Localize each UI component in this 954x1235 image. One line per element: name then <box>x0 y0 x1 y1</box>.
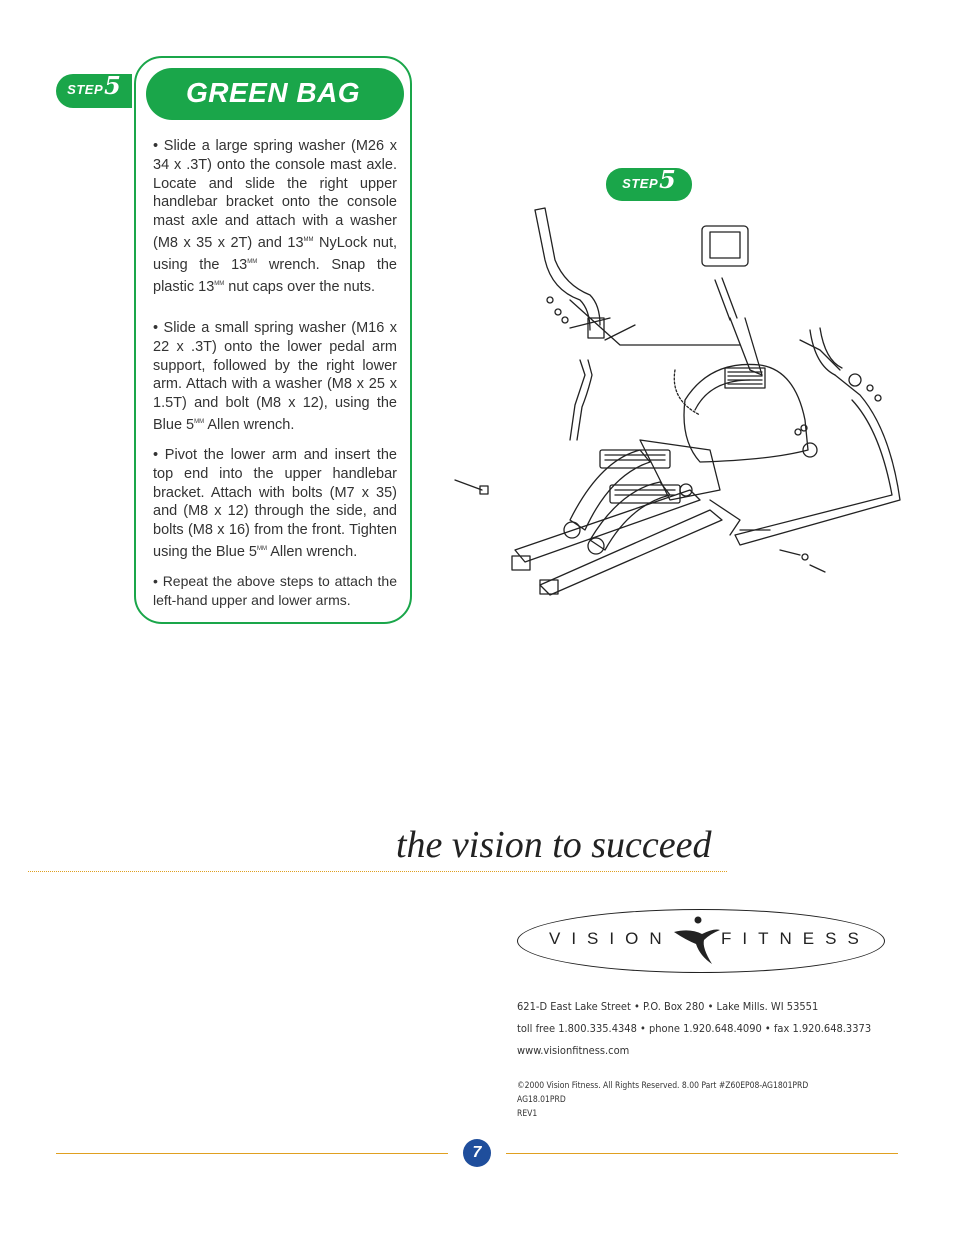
step-word: STEP <box>67 82 104 97</box>
copyright-line-1: ©2000 Vision Fitness. All Rights Reserved. 8.00 Part #Z60EP08-AG1801PRD <box>517 1081 809 1091</box>
copyright-line-2: AG18.01PRD <box>517 1095 566 1105</box>
page-number: 7 <box>463 1139 491 1167</box>
diagram-step-number: 5 <box>659 165 676 194</box>
footer-rule-right <box>506 1153 898 1154</box>
diagram-step-word: STEP <box>622 176 659 191</box>
elliptical-assembly-diagram <box>440 200 910 610</box>
instruction-3: • Pivot the lower arm and insert the top end into the upper handlebar bracket. Attach with bolts (M7 x 35) and (M8 x 12) through the side, and bolts (M8 x 16) from the front. Tighten using the Blue $5^{MM}$ Allen wrench. <box>153 447 397 560</box>
instruction-1: • Slide a large spring washer (M26 x 34 x .3T) onto the console mast axle. Locate and slide the right upper handlebar bracket onto the console mast axle and attach with a washer (M8 x 35 x 2T) and $13^{MM}$ NyLock nut, using the $13^{MM}$ wrench. Snap the plastic $13^{MM}$ nut caps over the nuts. <box>153 138 397 295</box>
instruction-4: • Repeat the above steps to attach the left-hand upper and lower arms. <box>153 573 397 608</box>
diagram-step-tab <box>606 165 692 201</box>
tagline: the vision to succeed <box>396 824 712 866</box>
logo-fitness-text: FITNESS <box>721 929 870 948</box>
address-line-2: toll free 1.800.335.4348 • phone 1.920.648.4090 • fax 1.920.648.3373 <box>517 1022 872 1035</box>
step-title: GREEN BAG <box>186 77 361 108</box>
dotted-divider <box>28 871 727 872</box>
step-tab <box>56 71 132 108</box>
address-line-1: 621-D East Lake Street • P.O. Box 280 • Lake Mills. WI 53551 <box>517 1000 819 1013</box>
step-number: 5 <box>104 71 121 100</box>
logo-figure-icon <box>672 914 722 966</box>
copyright-line-3: REV1 <box>517 1109 538 1119</box>
website-text: www.visionfitness.com <box>517 1044 630 1057</box>
logo-vision-text: VISION <box>549 929 673 948</box>
footer-rule-left <box>56 1153 448 1154</box>
instruction-2: • Slide a small spring washer (M16 x 22 x .3T) onto the lower pedal arm support, followed by the right lower arm. Attach with a washer (M8 x 25 x 1.5T) and bolt (M8 x 12), using the Blue $5^{MM}$ Allen wrench. <box>153 320 397 433</box>
